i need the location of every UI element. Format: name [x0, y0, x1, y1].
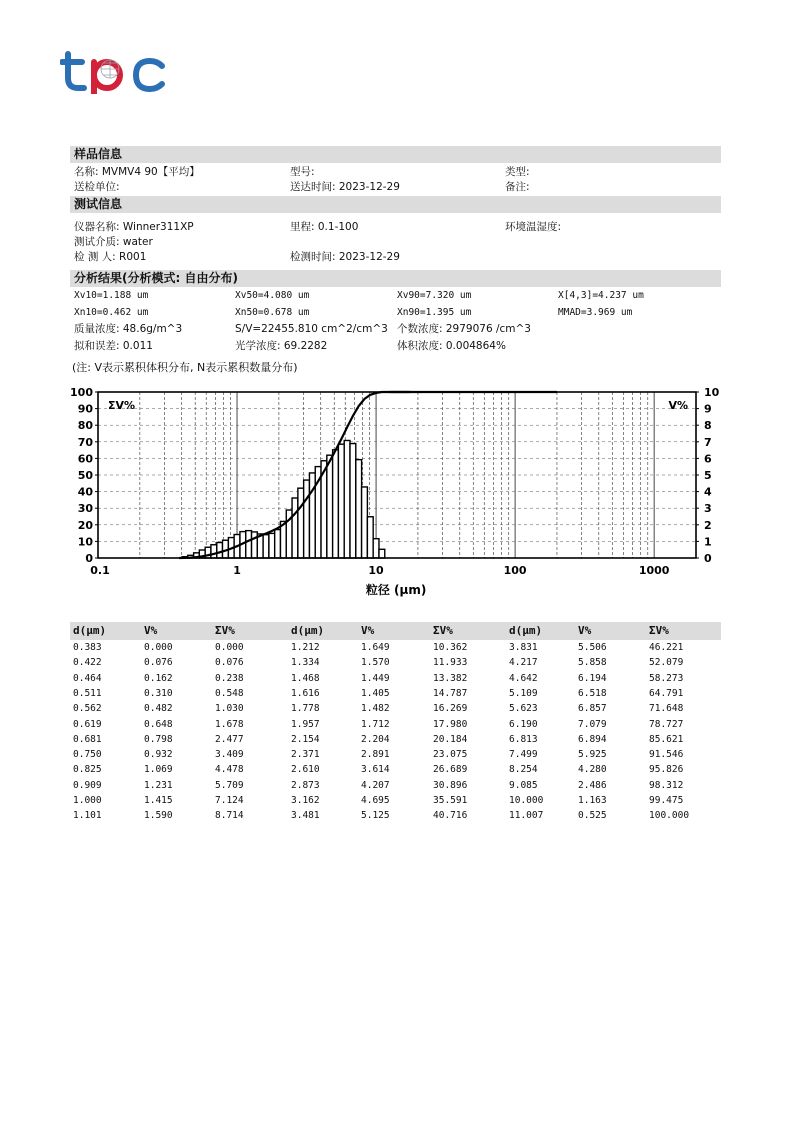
table-cell: 10.000	[509, 795, 544, 806]
table-column-header: d(μm)	[73, 624, 107, 637]
table-cell: 2.477	[215, 733, 244, 745]
table-cell: 16.269	[433, 703, 468, 715]
sample-model: 型号:	[290, 166, 315, 178]
distribution-bar	[263, 535, 269, 558]
plot-frame	[98, 392, 696, 558]
table-cell: 0.525	[578, 810, 607, 822]
y-right-tick-label: 1	[704, 535, 712, 549]
table-cell: 6.518	[578, 687, 607, 699]
environment: 环境温湿度:	[505, 221, 562, 233]
sample-name: 名称: MVMV4 90【平均】	[74, 166, 200, 178]
table-cell: 3.614	[361, 764, 390, 776]
range: 里程: 0.1-100	[290, 221, 359, 233]
table-cell: 0.511	[73, 687, 102, 699]
table-column-header: ΣV%	[215, 624, 235, 637]
table-cell: 5.109	[509, 687, 538, 699]
table-cell: 1.231	[144, 779, 173, 791]
table-cell: 2.371	[291, 749, 320, 761]
table-cell: 0.310	[144, 687, 173, 699]
table-cell: 1.778	[291, 703, 320, 715]
distribution-bar	[292, 498, 298, 558]
table-cell: 0.076	[215, 657, 244, 669]
distribution-bar	[252, 532, 258, 558]
table-cell: 9.085	[509, 779, 538, 791]
table-cell: 4.280	[578, 764, 607, 776]
tpc-logo	[60, 48, 170, 94]
table-cell: 11.933	[433, 657, 468, 669]
table-cell: 0.825	[73, 764, 102, 776]
table-cell: 0.162	[144, 672, 173, 684]
fit-error: 拟和误差: 0.011	[74, 340, 153, 352]
sample-type: 类型:	[505, 166, 530, 178]
table-cell: 1.712	[361, 718, 390, 730]
instrument-name: 仪器名称: Winner311XP	[74, 221, 194, 233]
y-left-tick-label: 70	[77, 435, 93, 449]
table-cell: 71.648	[649, 703, 684, 715]
y-right-tick-label: 10	[704, 386, 720, 399]
table-cell: 1.678	[215, 718, 244, 730]
x-tick-label: 0.1	[90, 564, 110, 577]
y-right-axis-label: V%	[668, 399, 688, 412]
test-medium: 测试介质: water	[74, 236, 153, 248]
table-cell: 10.362	[433, 642, 468, 653]
y-left-tick-label: 0	[85, 552, 93, 565]
distribution-bar	[362, 487, 368, 558]
table-cell: 8.714	[215, 810, 244, 822]
table-cell: 0.464	[73, 672, 102, 684]
table-cell: 0.648	[144, 718, 173, 730]
table-cell: 0.238	[215, 672, 244, 684]
distribution-bar	[298, 488, 304, 558]
table-cell: 0.562	[73, 703, 102, 715]
x43: X[4,3]=4.237 um	[558, 290, 644, 301]
table-cell: 0.798	[144, 733, 173, 745]
xn90: Xn90=1.395 um	[397, 307, 472, 318]
table-cell: 78.727	[649, 718, 684, 730]
y-right-tick-label: 8	[704, 419, 712, 433]
table-cell: 1.101	[73, 810, 102, 822]
surface-volume: S/V=22455.810 cm^2/cm^3	[235, 323, 388, 335]
table-cell: 1.069	[144, 764, 173, 776]
table-cell: 20.184	[433, 733, 468, 745]
table-cell: 0.932	[144, 749, 173, 761]
table-cell: 91.546	[649, 749, 684, 761]
sample-info-header: 样品信息	[70, 146, 721, 163]
y-right-tick-label: 5	[704, 469, 712, 482]
table-cell: 2.891	[361, 749, 390, 761]
table-cell: 64.791	[649, 687, 684, 699]
distribution-bar	[327, 455, 333, 558]
table-cell: 1.030	[215, 703, 244, 715]
y-left-tick-label: 30	[77, 502, 93, 516]
distribution-bar	[344, 440, 350, 558]
table-cell: 4.478	[215, 764, 244, 776]
x-axis-label: 粒径 (μm)	[365, 583, 427, 597]
test-time: 检测时间: 2023-12-29	[290, 251, 400, 263]
y-left-tick-label: 50	[77, 469, 93, 482]
distribution-bar	[350, 444, 356, 558]
table-column-header: ΣV%	[433, 624, 453, 637]
table-cell: 1.000	[73, 795, 102, 806]
distribution-bar	[356, 460, 362, 558]
table-cell: 52.079	[649, 657, 684, 669]
table-header-bar	[70, 622, 721, 640]
table-column-header: V%	[144, 624, 158, 637]
y-right-tick-label: 6	[704, 452, 712, 466]
table-cell: 58.273	[649, 672, 684, 684]
table-cell: 5.125	[361, 810, 390, 822]
table-cell: 6.857	[578, 703, 607, 715]
table-cell: 5.506	[578, 642, 607, 653]
table-cell: 1.449	[361, 672, 390, 684]
table-cell: 1.415	[144, 795, 173, 806]
y-left-tick-label: 90	[77, 402, 93, 416]
table-cell: 17.980	[433, 718, 468, 730]
table-cell: 4.642	[509, 672, 538, 684]
y-left-tick-label: 10	[77, 535, 93, 549]
distribution-bar	[333, 450, 339, 558]
distribution-bar	[367, 517, 373, 558]
table-cell: 1.163	[578, 795, 607, 806]
xn50: Xn50=0.678 um	[235, 307, 310, 318]
analysis-header: 分析结果(分析模式: 自由分布)	[70, 270, 721, 287]
table-cell: 1.590	[144, 810, 173, 822]
table-cell: 0.750	[73, 749, 102, 761]
distribution-bar	[304, 480, 310, 558]
distribution-bar	[269, 533, 275, 558]
table-cell: 0.422	[73, 657, 102, 669]
table-cell: 13.382	[433, 672, 468, 684]
distribution-bar	[246, 531, 252, 558]
table-cell: 4.217	[509, 657, 538, 669]
table-cell: 2.873	[291, 779, 320, 791]
table-cell: 8.254	[509, 764, 538, 776]
table-cell: 2.204	[361, 733, 390, 745]
table-cell: 26.689	[433, 764, 468, 776]
table-cell: 3.831	[509, 642, 538, 653]
table-column-header: d(μm)	[509, 624, 543, 637]
table-cell: 40.716	[433, 810, 468, 822]
table-cell: 0.909	[73, 779, 102, 791]
test-info-header: 测试信息	[70, 196, 721, 213]
y-right-tick-label: 7	[704, 435, 712, 449]
table-cell: 99.475	[649, 795, 684, 806]
x-tick-label: 1	[233, 564, 241, 577]
y-right-tick-label: 9	[704, 402, 712, 416]
distribution-bar	[217, 543, 223, 558]
table-cell: 2.486	[578, 779, 607, 791]
table-cell: 6.190	[509, 718, 538, 730]
table-cell: 100.000	[649, 810, 690, 822]
distribution-bar	[211, 545, 217, 558]
table-cell: 1.649	[361, 642, 390, 653]
distribution-bar	[373, 539, 379, 558]
table-cell: 1.616	[291, 687, 320, 699]
distribution-bar	[338, 444, 344, 558]
y-left-tick-label: 80	[77, 419, 93, 433]
xv90: Xv90=7.320 um	[397, 290, 472, 301]
distribution-bar	[379, 549, 385, 558]
table-cell: 30.896	[433, 779, 468, 791]
mass-concentration: 质量浓度: 48.6g/m^3	[74, 323, 183, 335]
table-cell: 3.481	[291, 810, 320, 822]
table-cell: 1.468	[291, 672, 320, 684]
table-cell: 0.076	[144, 657, 173, 669]
xn10: Xn10=0.462 um	[74, 307, 149, 318]
delivery-time: 送达时间: 2023-12-29	[290, 181, 400, 193]
table-column-header: V%	[578, 624, 592, 637]
y-left-tick-label: 60	[77, 452, 93, 466]
y-left-tick-label: 40	[77, 485, 93, 499]
table-cell: 2.154	[291, 733, 320, 745]
table-cell: 14.787	[433, 687, 468, 699]
x-tick-label: 10	[368, 564, 384, 577]
table-column-header: d(μm)	[291, 624, 325, 637]
y-left-tick-label: 100	[70, 386, 93, 399]
table-column-header: V%	[361, 624, 375, 637]
table-cell: 0.681	[73, 733, 102, 745]
table-cell: 1.212	[291, 642, 320, 653]
table-cell: 11.007	[509, 810, 544, 822]
operator: 检 测 人: R001	[74, 251, 147, 263]
table-cell: 1.957	[291, 718, 320, 730]
table-cell: 5.709	[215, 779, 244, 791]
y-right-tick-label: 0	[704, 552, 712, 565]
table-cell: 1.334	[291, 657, 320, 669]
xv50: Xv50=4.080 um	[235, 290, 310, 301]
x-tick-label: 1000	[638, 564, 670, 577]
table-column-header: ΣV%	[649, 624, 669, 637]
table-cell: 4.695	[361, 795, 390, 806]
table-cell: 4.207	[361, 779, 390, 791]
table-cell: 6.813	[509, 733, 538, 745]
table-cell: 7.124	[215, 795, 244, 806]
table-cell: 6.894	[578, 733, 607, 745]
table-cell: 7.499	[509, 749, 538, 761]
table-cell: 5.623	[509, 703, 538, 715]
table-cell: 95.826	[649, 764, 684, 776]
table-cell: 3.162	[291, 795, 320, 806]
y-right-tick-label: 2	[704, 518, 712, 532]
y-right-tick-label: 3	[704, 502, 712, 516]
table-cell: 3.409	[215, 749, 244, 761]
table-cell: 0.482	[144, 703, 173, 715]
table-cell: 0.619	[73, 718, 102, 730]
table-cell: 35.591	[433, 795, 468, 806]
volume-concentration: 体积浓度: 0.004864%	[397, 340, 506, 352]
table-cell: 0.000	[144, 642, 173, 653]
x-tick-label: 100	[503, 564, 527, 577]
remark: 备注:	[505, 181, 530, 193]
table-cell: 0.548	[215, 687, 244, 699]
table-cell: 1.405	[361, 687, 390, 699]
distribution-bar	[275, 530, 281, 558]
table-cell: 6.194	[578, 672, 607, 684]
number-concentration: 个数浓度: 2979076 /cm^3	[397, 323, 531, 335]
table-cell: 7.079	[578, 718, 607, 730]
table-cell: 5.858	[578, 657, 607, 669]
submitter: 送检单位:	[74, 181, 120, 193]
table-cell: 23.075	[433, 749, 468, 761]
table-cell: 0.383	[73, 642, 102, 653]
y-left-tick-label: 20	[77, 518, 93, 532]
table-cell: 1.570	[361, 657, 390, 669]
table-cell: 0.000	[215, 642, 244, 653]
optical-concentration: 光学浓度: 69.2282	[235, 340, 328, 352]
table-cell: 1.482	[361, 703, 390, 715]
table-cell: 2.610	[291, 764, 320, 776]
table-cell: 85.621	[649, 733, 684, 745]
y-left-axis-label: ΣV%	[108, 399, 136, 412]
particle-size-chart	[60, 380, 730, 605]
table-cell: 98.312	[649, 779, 684, 791]
distribution-note: (注: V表示累积体积分布, N表示累积数量分布)	[72, 361, 298, 374]
y-right-tick-label: 4	[704, 485, 712, 499]
mmad: MMAD=3.969 um	[558, 307, 633, 318]
xv10: Xv10=1.188 um	[74, 290, 149, 301]
table-cell: 5.925	[578, 749, 607, 761]
table-cell: 46.221	[649, 642, 684, 653]
